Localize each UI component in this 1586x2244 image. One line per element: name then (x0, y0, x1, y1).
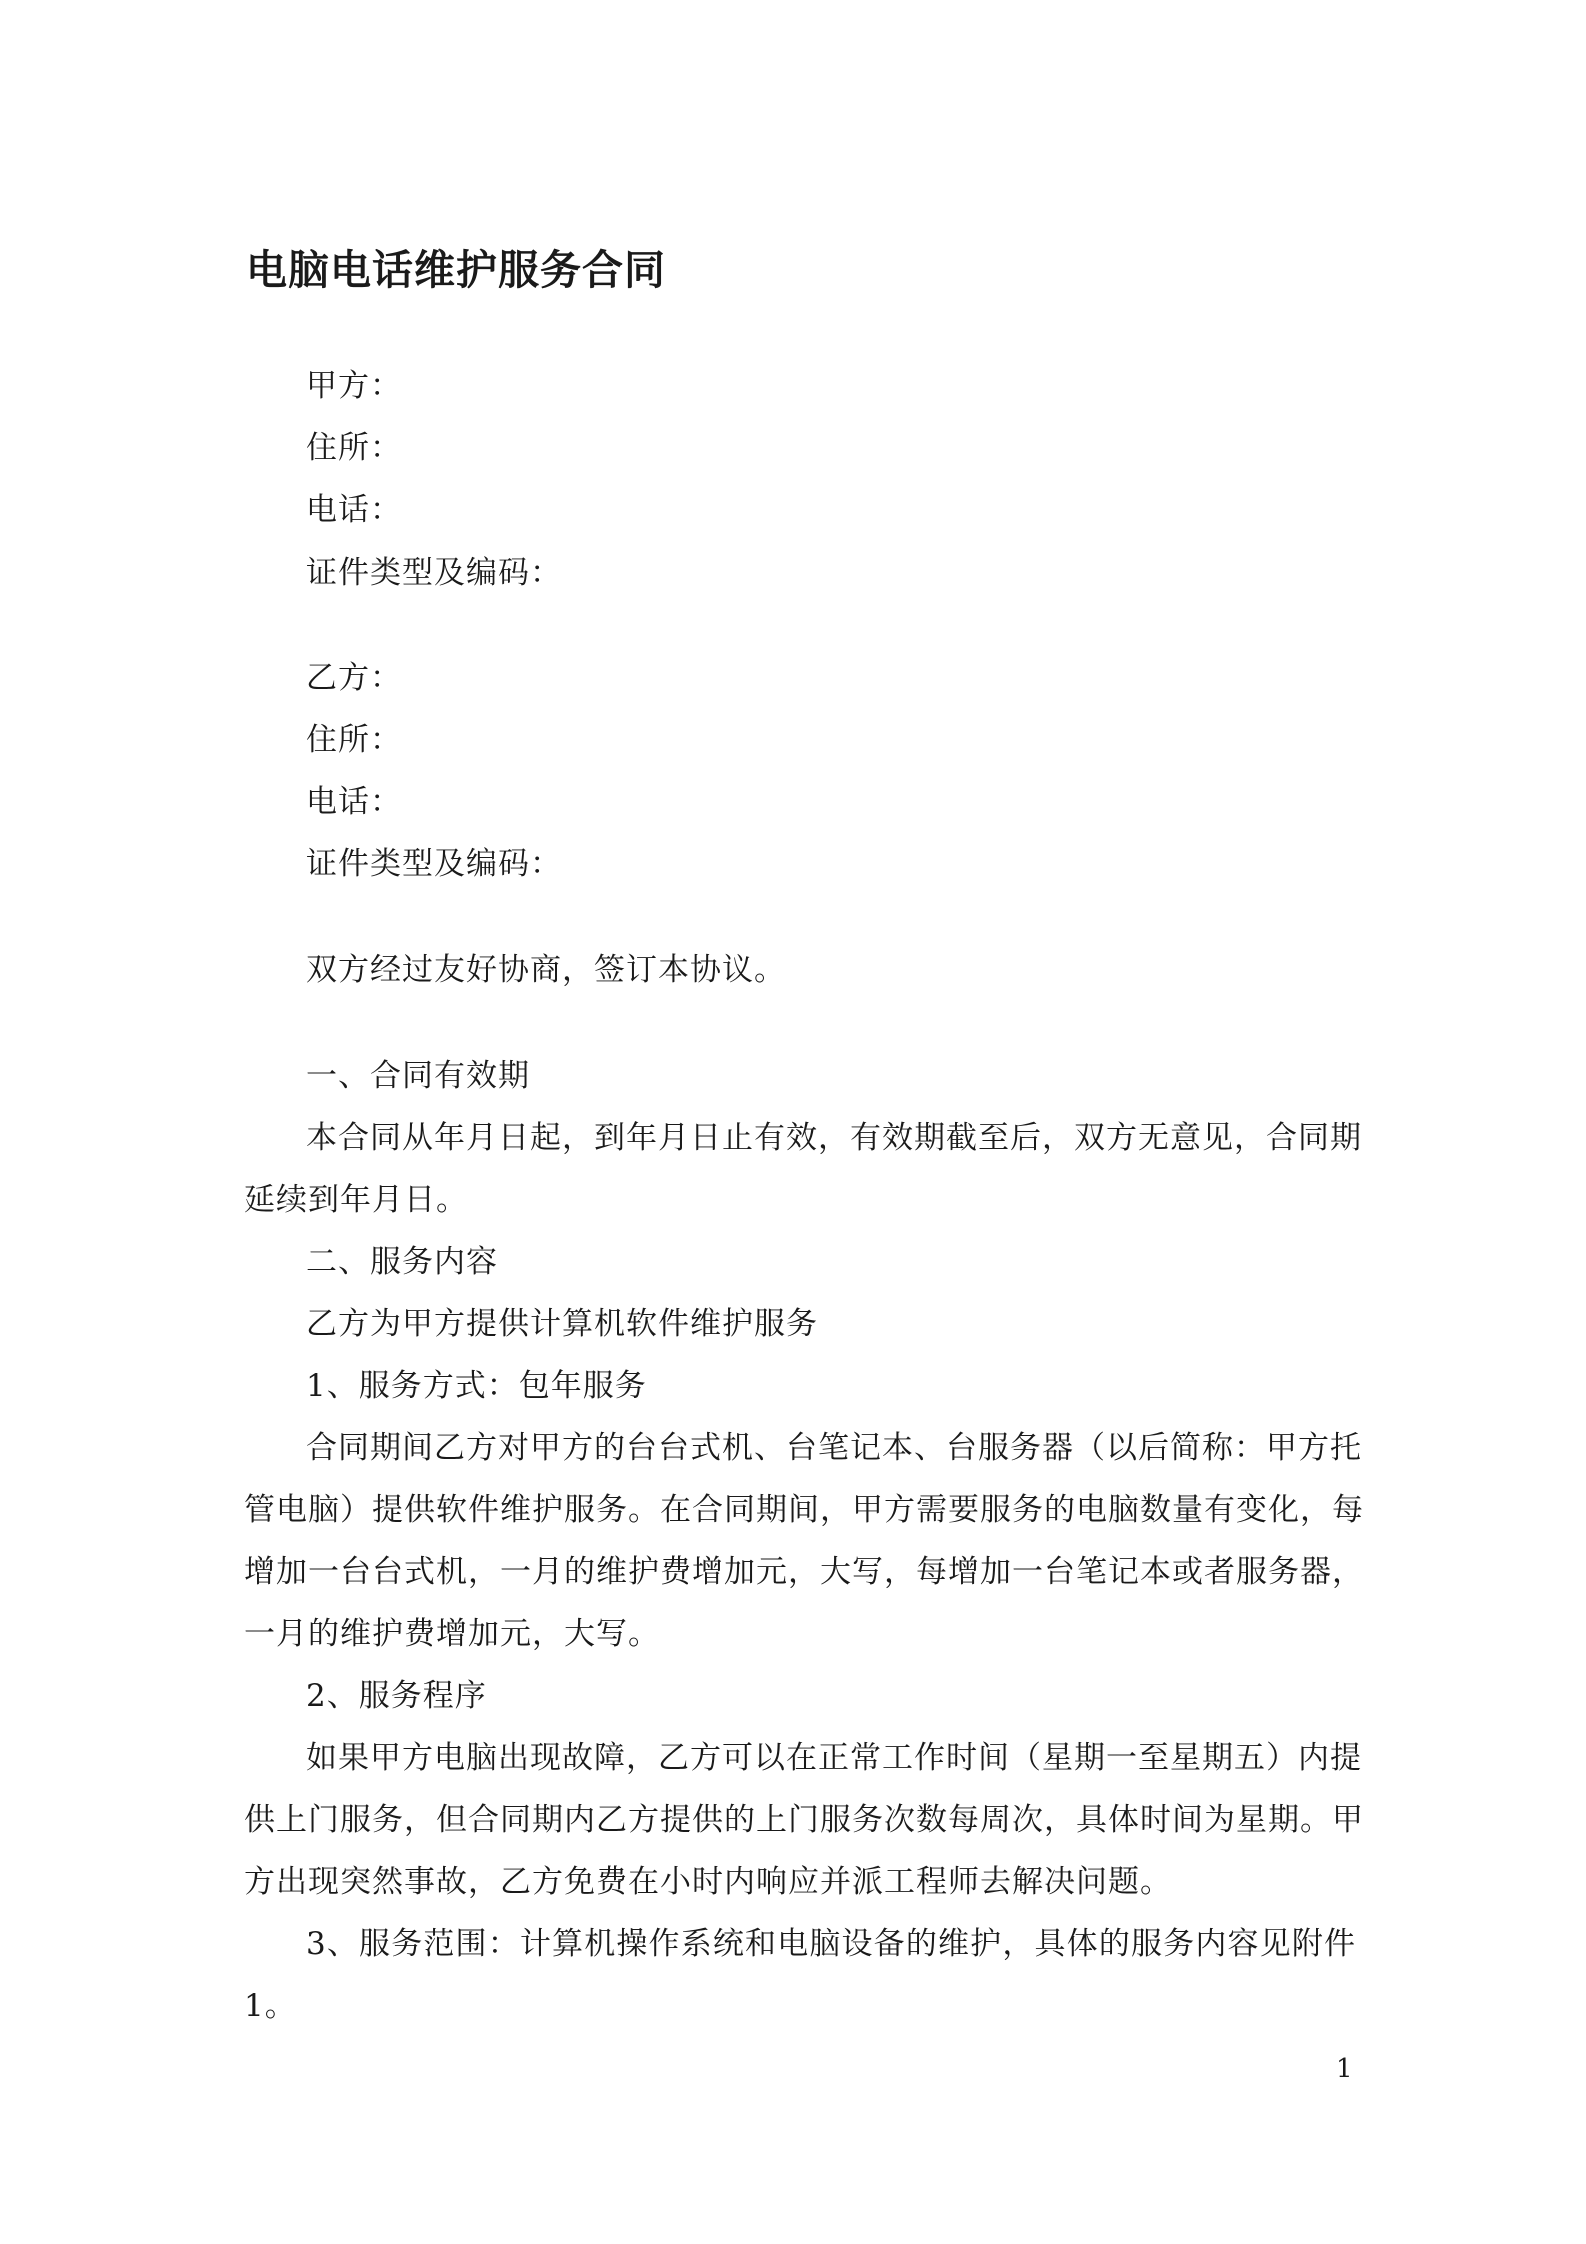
item1-line4: 一月的维护费增加元，大写。 (244, 1616, 660, 1652)
item1-line1: 合同期间乙方对甲方的台台式机、台笔记本、台服务器（以后简称：甲方托 (306, 1430, 1362, 1466)
item1-line2: 管电脑）提供软件维护服务。在合同期间，甲方需要服务的电脑数量有变化，每 (244, 1492, 1364, 1528)
party-a-phone: 电话： (306, 492, 402, 528)
document-title: 电脑电话维护服务合同 (246, 246, 666, 294)
page-number: 1 (1336, 2054, 1353, 2084)
section2-heading: 二、服务内容 (306, 1244, 498, 1280)
item1-heading: 1、服务方式：包年服务 (306, 1368, 647, 1404)
preamble-text: 双方经过友好协商，签订本协议。 (306, 952, 786, 988)
party-a-id: 证件类型及编码： (306, 555, 562, 591)
item2-line1: 如果甲方电脑出现故障，乙方可以在正常工作时间（星期一至星期五）内提 (306, 1740, 1362, 1776)
section1-heading: 一、合同有效期 (306, 1058, 530, 1094)
party-b-id: 证件类型及编码： (306, 846, 562, 882)
party-b-address: 住所： (306, 722, 402, 758)
section1-paragraph-line2: 延续到年月日。 (244, 1182, 468, 1218)
party-a-address: 住所： (306, 430, 402, 466)
item3-line2: 1。 (244, 1988, 297, 2024)
party-b-phone: 电话： (306, 784, 402, 820)
item2-heading: 2、服务程序 (306, 1678, 487, 1714)
section2-intro: 乙方为甲方提供计算机软件维护服务 (306, 1306, 818, 1342)
item1-line3: 增加一台台式机，一月的维护费增加元，大写，每增加一台笔记本或者服务器， (244, 1554, 1364, 1590)
item2-line2: 供上门服务，但合同期内乙方提供的上门服务次数每周次，具体时间为星期。甲 (244, 1802, 1364, 1838)
party-a-label: 甲方： (306, 368, 402, 404)
item3-line1: 3、服务范围：计算机操作系统和电脑设备的维护，具体的服务内容见附件 (306, 1926, 1356, 1962)
section1-paragraph-line1: 本合同从年月日起，到年月日止有效，有效期截至后，双方无意见，合同期 (306, 1120, 1362, 1156)
item2-line3: 方出现突然事故，乙方免费在小时内响应并派工程师去解决问题。 (244, 1864, 1172, 1900)
party-b-label: 乙方： (306, 660, 402, 696)
